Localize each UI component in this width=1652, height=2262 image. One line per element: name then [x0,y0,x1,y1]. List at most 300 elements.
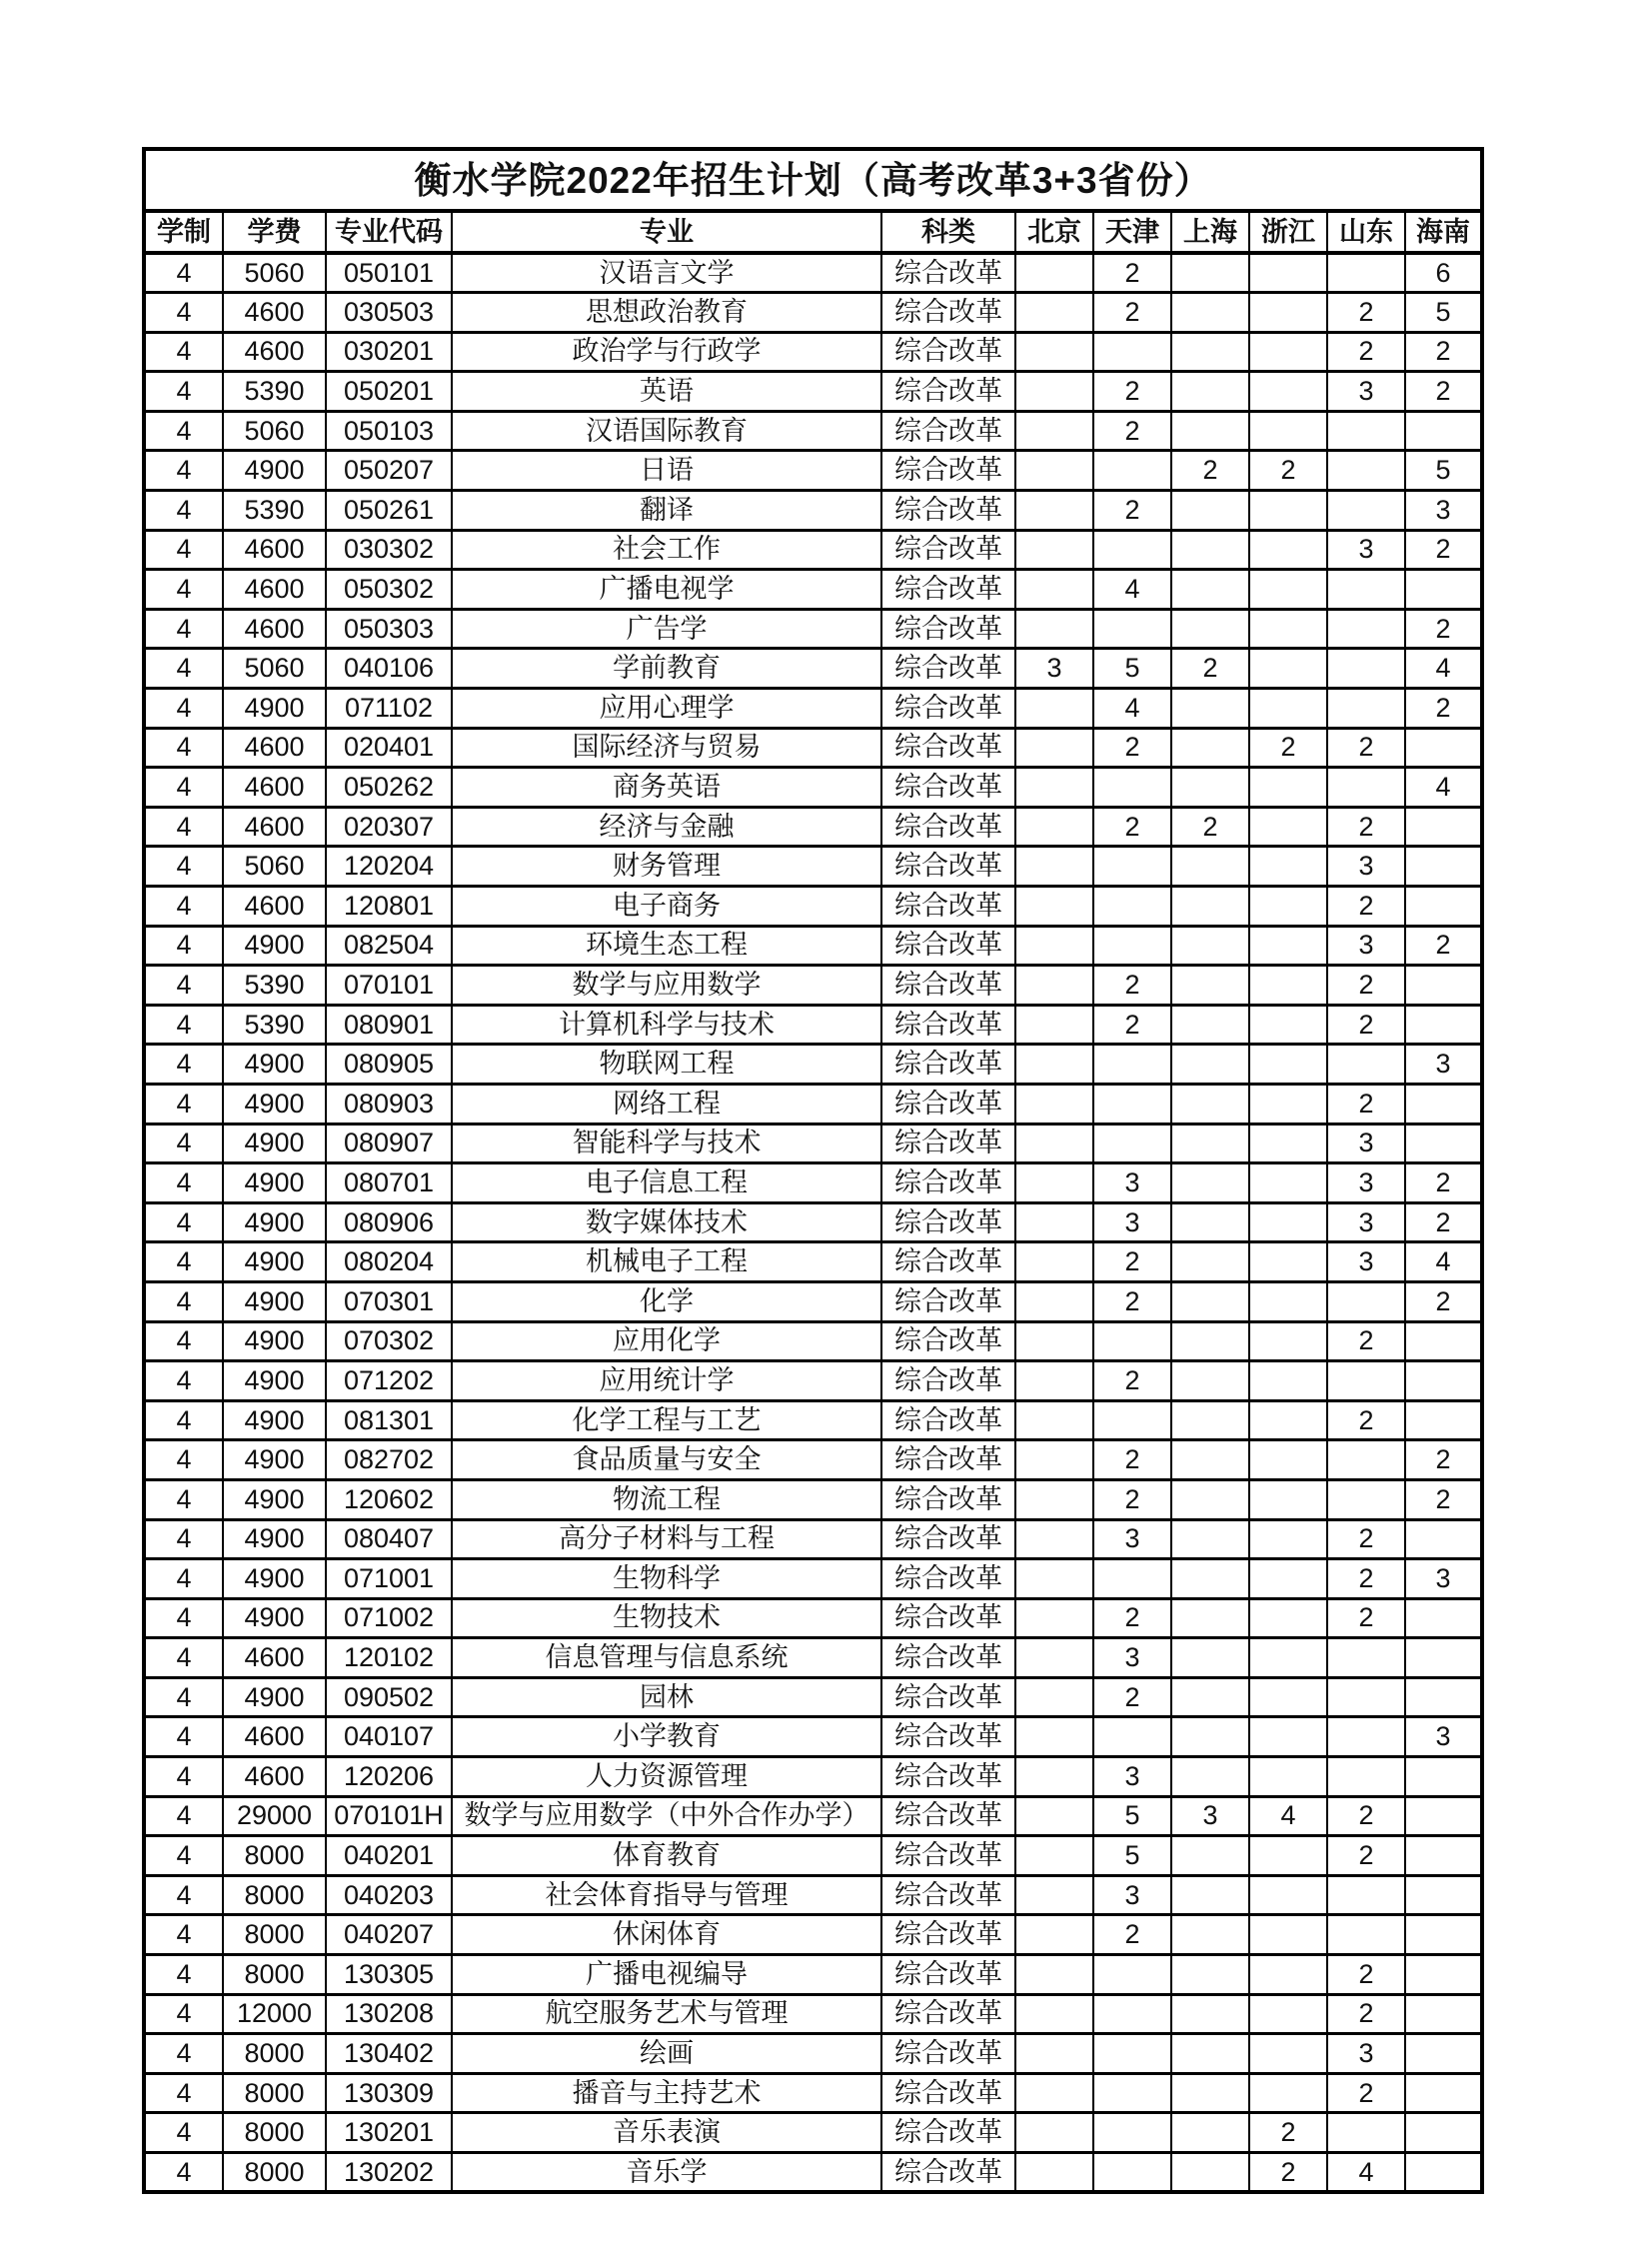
cell-fee: 8000 [223,1836,326,1876]
cell-major-code: 020307 [326,807,452,847]
table-row [144,332,1482,372]
cell-quota-beijing [1015,253,1093,293]
cell-quota-zhejiang: 2 [1249,728,1327,768]
cell-quota-zhejiang [1249,1717,1327,1757]
cell-quota-shandong: 3 [1327,1242,1405,1282]
cell-major: 小学教育 [452,1717,881,1757]
cell-fee: 4600 [223,887,326,927]
cell-category: 综合改革 [881,253,1015,293]
table-row [144,491,1482,531]
cell-years: 4 [144,609,223,649]
cell-quota-shanghai [1171,253,1249,293]
table-row [144,689,1482,729]
column-header-shandong: 山东 [1327,211,1405,253]
cell-years: 4 [144,1321,223,1361]
cell-quota-shanghai [1171,966,1249,1006]
cell-quota-shanghai [1171,847,1249,887]
cell-quota-shanghai: 2 [1171,451,1249,491]
cell-major-code: 040207 [326,1915,452,1955]
cell-quota-tianjin [1093,1045,1171,1085]
cell-category: 综合改革 [881,966,1015,1006]
table-row [144,1994,1482,2034]
cell-quota-shandong: 4 [1327,2153,1405,2193]
cell-major-code: 080906 [326,1202,452,1242]
cell-quota-shanghai [1171,1321,1249,1361]
cell-quota-hainan [1405,2034,1482,2074]
cell-major: 社会工作 [452,530,881,570]
cell-quota-tianjin: 4 [1093,570,1171,610]
cell-quota-tianjin: 3 [1093,1519,1171,1559]
cell-fee: 8000 [223,2073,326,2113]
cell-quota-hainan [1405,1598,1482,1638]
cell-major-code: 080701 [326,1163,452,1203]
table-row [144,1796,1482,1836]
cell-category: 综合改革 [881,1242,1015,1282]
table-row [144,1045,1482,1085]
cell-years: 4 [144,1400,223,1440]
cell-quota-tianjin: 2 [1093,1361,1171,1401]
cell-years: 4 [144,1598,223,1638]
cell-years: 4 [144,1796,223,1836]
cell-quota-hainan: 2 [1405,689,1482,729]
cell-quota-tianjin [1093,1084,1171,1124]
cell-major-code: 130208 [326,1994,452,2034]
cell-quota-hainan: 3 [1405,1559,1482,1599]
cell-years: 4 [144,1163,223,1203]
cell-quota-shandong [1327,411,1405,451]
cell-quota-beijing [1015,1955,1093,1995]
cell-category: 综合改革 [881,1479,1015,1519]
cell-major-code: 080903 [326,1084,452,1124]
cell-major: 经济与金融 [452,807,881,847]
cell-quota-tianjin: 2 [1093,293,1171,333]
table-row [144,451,1482,491]
cell-years: 4 [144,491,223,531]
cell-quota-shanghai [1171,1638,1249,1678]
cell-major: 机械电子工程 [452,1242,881,1282]
cell-major: 物联网工程 [452,1045,881,1085]
cell-quota-hainan [1405,887,1482,927]
cell-quota-shanghai [1171,1875,1249,1915]
cell-quota-zhejiang [1249,689,1327,729]
cell-fee: 4900 [223,1202,326,1242]
cell-category: 综合改革 [881,1836,1015,1876]
cell-quota-beijing [1015,1281,1093,1321]
cell-fee: 4900 [223,1440,326,1480]
cell-quota-zhejiang [1249,1005,1327,1045]
cell-quota-shanghai [1171,1994,1249,2034]
cell-quota-zhejiang [1249,570,1327,610]
cell-quota-zhejiang: 2 [1249,2153,1327,2193]
cell-major: 政治学与行政学 [452,332,881,372]
cell-category: 综合改革 [881,847,1015,887]
cell-major: 应用心理学 [452,689,881,729]
table-row [144,293,1482,333]
cell-category: 综合改革 [881,1005,1015,1045]
cell-quota-tianjin: 3 [1093,1875,1171,1915]
cell-quota-shanghai [1171,768,1249,808]
cell-quota-shandong [1327,689,1405,729]
cell-quota-shanghai: 3 [1171,1796,1249,1836]
cell-quota-zhejiang [1249,1479,1327,1519]
cell-fee: 4600 [223,570,326,610]
cell-years: 4 [144,451,223,491]
cell-quota-shandong: 2 [1327,1796,1405,1836]
cell-quota-beijing [1015,1163,1093,1203]
cell-quota-shandong: 2 [1327,887,1405,927]
cell-quota-shanghai [1171,1242,1249,1282]
cell-quota-shanghai [1171,411,1249,451]
cell-major-code: 082702 [326,1440,452,1480]
cell-quota-zhejiang [1249,847,1327,887]
cell-quota-zhejiang [1249,1124,1327,1163]
cell-category: 综合改革 [881,530,1015,570]
cell-quota-tianjin [1093,332,1171,372]
cell-quota-shandong: 2 [1327,332,1405,372]
cell-quota-zhejiang [1249,253,1327,293]
column-header-fee: 学费 [223,211,326,253]
cell-category: 综合改革 [881,1202,1015,1242]
column-header-hainan: 海南 [1405,211,1482,253]
cell-category: 综合改革 [881,570,1015,610]
table-row [144,1559,1482,1599]
column-header-tianjin: 天津 [1093,211,1171,253]
cell-major: 体育教育 [452,1836,881,1876]
table-row [144,807,1482,847]
cell-fee: 4600 [223,293,326,333]
cell-quota-shandong [1327,1281,1405,1321]
cell-years: 4 [144,1124,223,1163]
cell-quota-tianjin [1093,1955,1171,1995]
cell-quota-hainan: 3 [1405,1717,1482,1757]
cell-major: 化学 [452,1281,881,1321]
cell-category: 综合改革 [881,411,1015,451]
table-row [144,1638,1482,1678]
cell-category: 综合改革 [881,1915,1015,1955]
table-row [144,1084,1482,1124]
cell-quota-hainan: 2 [1405,372,1482,412]
cell-quota-hainan: 2 [1405,530,1482,570]
cell-quota-tianjin: 2 [1093,1677,1171,1717]
cell-quota-beijing [1015,491,1093,531]
cell-major: 航空服务艺术与管理 [452,1994,881,2034]
cell-category: 综合改革 [881,1361,1015,1401]
cell-major: 化学工程与工艺 [452,1400,881,1440]
cell-quota-shanghai [1171,1045,1249,1085]
cell-quota-zhejiang [1249,530,1327,570]
cell-quota-shanghai [1171,372,1249,412]
cell-category: 综合改革 [881,1875,1015,1915]
cell-fee: 5060 [223,649,326,689]
cell-quota-hainan: 2 [1405,1440,1482,1480]
cell-fee: 5390 [223,966,326,1006]
cell-major-code: 040106 [326,649,452,689]
cell-quota-hainan [1405,570,1482,610]
cell-quota-shanghai [1171,1440,1249,1480]
cell-fee: 5060 [223,411,326,451]
cell-fee: 8000 [223,1915,326,1955]
cell-quota-tianjin [1093,847,1171,887]
cell-quota-beijing [1015,1875,1093,1915]
cell-quota-shanghai [1171,1717,1249,1757]
cell-quota-tianjin: 2 [1093,491,1171,531]
cell-quota-beijing [1015,2113,1093,2153]
table-row [144,2034,1482,2074]
cell-quota-shanghai [1171,2113,1249,2153]
cell-quota-shandong [1327,253,1405,293]
cell-quota-hainan [1405,1400,1482,1440]
cell-major: 生物技术 [452,1598,881,1638]
cell-years: 4 [144,1084,223,1124]
cell-quota-zhejiang [1249,887,1327,927]
cell-quota-beijing [1015,768,1093,808]
cell-major: 电子信息工程 [452,1163,881,1203]
cell-quota-shandong: 3 [1327,847,1405,887]
cell-major-code: 050302 [326,570,452,610]
cell-quota-zhejiang: 2 [1249,2113,1327,2153]
table-row [144,1598,1482,1638]
table-row [144,372,1482,412]
cell-fee: 4900 [223,926,326,966]
cell-quota-zhejiang [1249,1084,1327,1124]
cell-years: 4 [144,2034,223,2074]
admission-plan-table [142,147,1484,2194]
cell-category: 综合改革 [881,807,1015,847]
cell-years: 4 [144,689,223,729]
document-sheet [142,147,1480,2194]
cell-fee: 5390 [223,372,326,412]
cell-category: 综合改革 [881,1163,1015,1203]
cell-major-code: 050201 [326,372,452,412]
cell-quota-beijing [1015,1598,1093,1638]
cell-quota-shandong: 2 [1327,1955,1405,1995]
cell-quota-shanghai [1171,1281,1249,1321]
cell-quota-shandong: 2 [1327,966,1405,1006]
cell-quota-shandong [1327,1875,1405,1915]
cell-quota-shandong [1327,1677,1405,1717]
cell-major: 绘画 [452,2034,881,2074]
cell-quota-shandong [1327,2113,1405,2153]
cell-quota-hainan [1405,1677,1482,1717]
cell-fee: 4900 [223,1677,326,1717]
cell-major: 翻译 [452,491,881,531]
table-row [144,1519,1482,1559]
cell-category: 综合改革 [881,1045,1015,1085]
cell-major: 休闲体育 [452,1915,881,1955]
cell-quota-zhejiang [1249,332,1327,372]
cell-quota-hainan [1405,847,1482,887]
cell-category: 综合改革 [881,2153,1015,2193]
table-row [144,1915,1482,1955]
cell-quota-shandong: 2 [1327,1400,1405,1440]
table-row [144,570,1482,610]
cell-major: 数学与应用数学 [452,966,881,1006]
cell-quota-hainan [1405,2153,1482,2193]
cell-years: 4 [144,2153,223,2193]
cell-quota-tianjin: 5 [1093,649,1171,689]
cell-years: 4 [144,1045,223,1085]
cell-quota-shandong [1327,1361,1405,1401]
cell-fee: 4600 [223,768,326,808]
cell-quota-hainan: 2 [1405,609,1482,649]
cell-category: 综合改革 [881,649,1015,689]
cell-quota-hainan [1405,1955,1482,1995]
cell-quota-shanghai [1171,728,1249,768]
cell-fee: 4900 [223,1361,326,1401]
cell-quota-shanghai [1171,2034,1249,2074]
cell-quota-zhejiang [1249,1440,1327,1480]
cell-category: 综合改革 [881,1124,1015,1163]
cell-quota-beijing: 3 [1015,649,1093,689]
cell-major: 思想政治教育 [452,293,881,333]
cell-quota-tianjin: 2 [1093,966,1171,1006]
cell-major-code: 050101 [326,253,452,293]
cell-quota-shanghai [1171,1361,1249,1401]
cell-quota-beijing [1015,926,1093,966]
cell-quota-shandong: 3 [1327,1202,1405,1242]
cell-quota-beijing [1015,1440,1093,1480]
cell-quota-zhejiang: 4 [1249,1796,1327,1836]
cell-category: 综合改革 [881,1796,1015,1836]
cell-category: 综合改革 [881,1440,1015,1480]
cell-quota-hainan: 2 [1405,1163,1482,1203]
cell-quota-beijing [1015,2034,1093,2074]
cell-major: 信息管理与信息系统 [452,1638,881,1678]
cell-major: 食品质量与安全 [452,1440,881,1480]
cell-quota-hainan [1405,411,1482,451]
cell-fee: 4900 [223,1400,326,1440]
column-header-category: 科类 [881,211,1015,253]
cell-category: 综合改革 [881,926,1015,966]
cell-years: 4 [144,847,223,887]
cell-fee: 4900 [223,1479,326,1519]
cell-quota-beijing [1015,1045,1093,1085]
cell-years: 4 [144,1202,223,1242]
cell-quota-shandong: 2 [1327,728,1405,768]
cell-quota-beijing [1015,807,1093,847]
cell-quota-zhejiang [1249,1321,1327,1361]
cell-quota-zhejiang [1249,1677,1327,1717]
cell-quota-beijing [1015,1005,1093,1045]
table-row [144,1479,1482,1519]
cell-quota-beijing [1015,966,1093,1006]
cell-quota-shanghai [1171,689,1249,729]
cell-quota-hainan: 2 [1405,926,1482,966]
cell-quota-beijing [1015,2153,1093,2193]
cell-major: 计算机科学与技术 [452,1005,881,1045]
cell-major-code: 071102 [326,689,452,729]
cell-years: 4 [144,1915,223,1955]
cell-major: 网络工程 [452,1084,881,1124]
cell-category: 综合改革 [881,768,1015,808]
cell-quota-tianjin [1093,2153,1171,2193]
cell-fee: 4900 [223,1519,326,1559]
cell-quota-hainan [1405,1519,1482,1559]
cell-quota-zhejiang [1249,1994,1327,2034]
cell-quota-hainan [1405,1638,1482,1678]
cell-quota-hainan [1405,1757,1482,1797]
cell-major-code: 040201 [326,1836,452,1876]
cell-quota-hainan [1405,1875,1482,1915]
cell-quota-hainan [1405,1361,1482,1401]
cell-quota-hainan [1405,2073,1482,2113]
cell-quota-hainan: 2 [1405,1479,1482,1519]
cell-fee: 8000 [223,1955,326,1995]
cell-quota-shandong [1327,649,1405,689]
cell-quota-shandong: 2 [1327,1994,1405,2034]
cell-fee: 4900 [223,451,326,491]
cell-quota-shanghai: 2 [1171,807,1249,847]
cell-fee: 8000 [223,2113,326,2153]
cell-quota-zhejiang [1249,1836,1327,1876]
cell-quota-shandong [1327,1440,1405,1480]
cell-quota-tianjin: 5 [1093,1836,1171,1876]
cell-years: 4 [144,1440,223,1480]
cell-major: 学前教育 [452,649,881,689]
cell-quota-tianjin [1093,1994,1171,2034]
table-row [144,847,1482,887]
cell-years: 4 [144,926,223,966]
cell-quota-tianjin: 2 [1093,1242,1171,1282]
cell-quota-zhejiang [1249,609,1327,649]
cell-quota-zhejiang [1249,1400,1327,1440]
cell-quota-hainan [1405,1321,1482,1361]
cell-years: 4 [144,1638,223,1678]
cell-quota-beijing [1015,332,1093,372]
cell-quota-shanghai [1171,1598,1249,1638]
cell-fee: 8000 [223,1875,326,1915]
cell-quota-beijing [1015,1677,1093,1717]
cell-quota-zhejiang [1249,1242,1327,1282]
cell-quota-shanghai [1171,1202,1249,1242]
cell-years: 4 [144,570,223,610]
table-row [144,1875,1482,1915]
cell-years: 4 [144,807,223,847]
cell-quota-hainan [1405,1796,1482,1836]
cell-quota-shandong: 2 [1327,1321,1405,1361]
cell-category: 综合改革 [881,2073,1015,2113]
cell-years: 4 [144,332,223,372]
cell-fee: 5060 [223,847,326,887]
cell-quota-beijing [1015,1717,1093,1757]
cell-years: 4 [144,293,223,333]
cell-major: 数字媒体技术 [452,1202,881,1242]
cell-quota-zhejiang [1249,1598,1327,1638]
cell-major: 音乐表演 [452,2113,881,2153]
cell-quota-zhejiang [1249,2073,1327,2113]
cell-quota-tianjin: 3 [1093,1638,1171,1678]
cell-fee: 4900 [223,1084,326,1124]
cell-quota-zhejiang: 2 [1249,451,1327,491]
cell-quota-zhejiang [1249,411,1327,451]
table-header-row [144,211,1482,253]
cell-quota-hainan: 5 [1405,451,1482,491]
cell-category: 综合改革 [881,2113,1015,2153]
cell-major: 人力资源管理 [452,1757,881,1797]
cell-major-code: 080907 [326,1124,452,1163]
cell-quota-shandong [1327,491,1405,531]
cell-years: 4 [144,1005,223,1045]
cell-years: 4 [144,253,223,293]
cell-quota-beijing [1015,1084,1093,1124]
cell-quota-shanghai [1171,491,1249,531]
cell-category: 综合改革 [881,1994,1015,2034]
cell-quota-tianjin: 2 [1093,728,1171,768]
cell-quota-beijing [1015,530,1093,570]
column-header-major-code: 专业代码 [326,211,452,253]
cell-major-code: 081301 [326,1400,452,1440]
cell-category: 综合改革 [881,609,1015,649]
